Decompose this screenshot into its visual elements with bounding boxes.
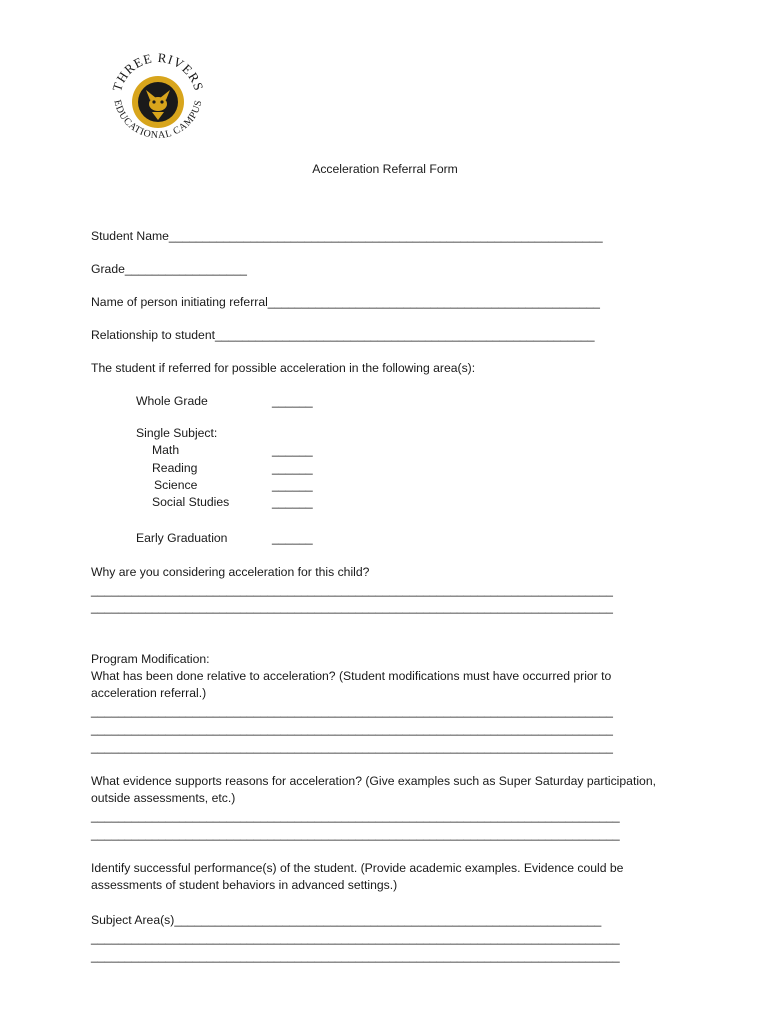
subject-area-answer-line[interactable]: ______________________________________________________________________________ <box>91 949 620 963</box>
why-answer-line[interactable]: _____________________________________________________________________________ <box>91 600 613 614</box>
subject-area-answer-line[interactable]: ______________________________________________________________________________ <box>91 931 620 945</box>
relationship-field[interactable]: Relationship to student________________________________________________________ <box>91 328 595 342</box>
program-modification-question-cont: acceleration referral.) <box>91 686 207 700</box>
program-modification-answer-line[interactable]: _____________________________________________________________________________ <box>91 722 613 736</box>
subject-math-label: Math <box>152 443 180 457</box>
subject-social-studies-blank[interactable]: ______ <box>272 495 313 509</box>
initiator-field[interactable]: Name of person initiating referral_________________________________________________ <box>91 295 600 309</box>
performance-question: Identify successful performance(s) of the student. (Provide academic examples. Evidence could be <box>91 861 624 875</box>
program-modification-question: What has been done relative to acceleration? (Student modifications must have occurred prior to <box>91 669 612 683</box>
subject-science-label: Science <box>154 478 198 492</box>
grade-field[interactable]: Grade__________________ <box>91 262 247 276</box>
early-graduation-blank[interactable]: ______ <box>272 531 313 545</box>
subject-area-field[interactable]: Subject Area(s)_______________________________________________________________ <box>91 913 602 927</box>
subject-math-blank[interactable]: ______ <box>272 443 313 457</box>
acceleration-areas-intro: The student if referred for possible acceleration in the following area(s): <box>91 361 476 375</box>
logo-top-text: THREE RIVERS <box>109 49 207 94</box>
subject-science-blank[interactable]: ______ <box>272 478 313 492</box>
single-subject-label: Single Subject: <box>136 426 218 440</box>
program-modification-heading: Program Modification: <box>91 652 210 666</box>
evidence-question-cont: outside assessments, etc.) <box>91 791 236 805</box>
form-title: Acceleration Referral Form <box>312 162 458 176</box>
whole-grade-label: Whole Grade <box>136 394 208 408</box>
program-modification-answer-line[interactable]: _____________________________________________________________________________ <box>91 704 613 718</box>
evidence-answer-line[interactable]: ______________________________________________________________________________ <box>91 827 620 841</box>
subject-reading-blank[interactable]: ______ <box>272 461 313 475</box>
why-answer-line[interactable]: _____________________________________________________________________________ <box>91 583 613 597</box>
evidence-answer-line[interactable]: ______________________________________________________________________________ <box>91 809 620 823</box>
logo-bottom-text: EDUCATIONAL CAMPUS <box>111 98 205 142</box>
student-name-field[interactable]: Student Name________________________________________________________________ <box>91 229 603 243</box>
program-modification-answer-line[interactable]: _____________________________________________________________________________ <box>91 740 613 754</box>
whole-grade-blank[interactable]: ______ <box>272 394 313 408</box>
performance-question-cont: assessments of student behaviors in advanced settings.) <box>91 878 398 892</box>
evidence-question: What evidence supports reasons for acceleration? (Give examples such as Super Saturday participation, <box>91 774 656 788</box>
subject-reading-label: Reading <box>152 461 198 475</box>
why-acceleration-question: Why are you considering acceleration for this child? <box>91 565 370 579</box>
early-graduation-label: Early Graduation <box>136 531 228 545</box>
three-rivers-logo <box>106 44 210 148</box>
subject-social-studies-label: Social Studies <box>152 495 230 509</box>
